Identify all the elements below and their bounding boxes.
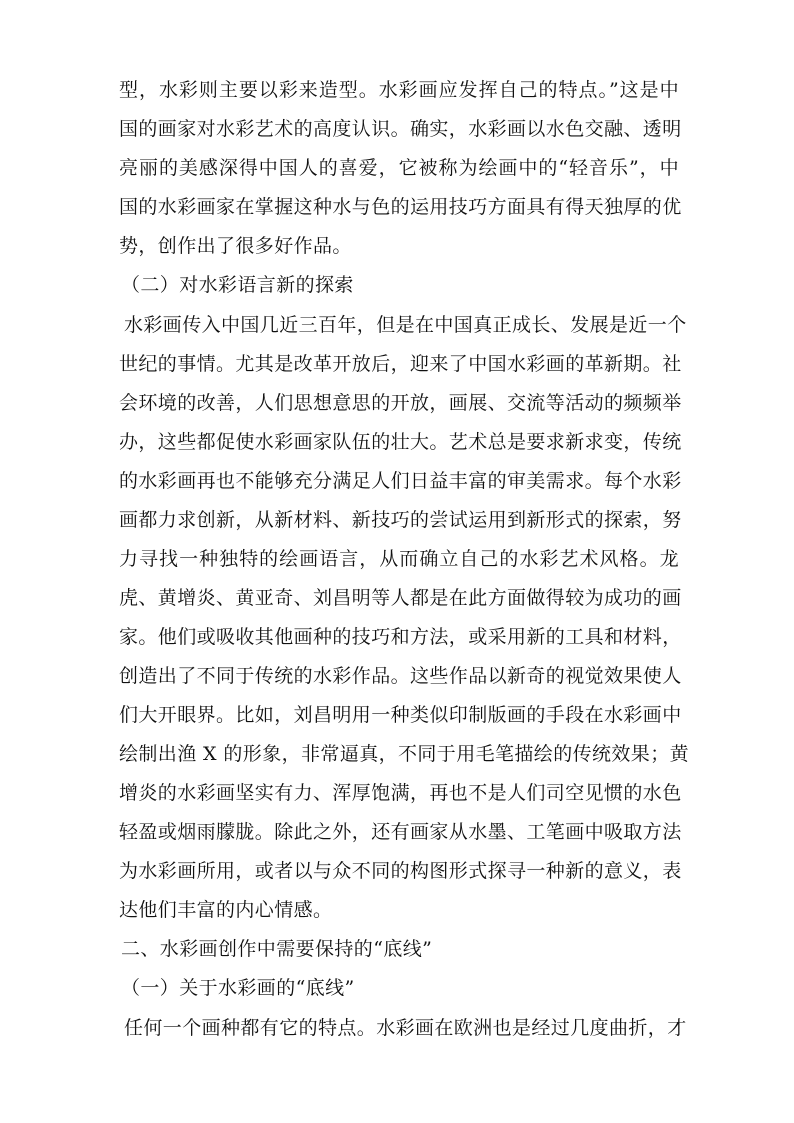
section-heading: （二）对水彩语言新的探索: [121, 274, 354, 296]
text-line: 轻盈或烟雨朦胧。除此之外，还有画家从水墨、工笔画中吸取方法: [119, 821, 682, 843]
text-line: 力寻找一种独特的绘画语言，从而确立自己的水彩艺术风格。龙: [119, 548, 679, 570]
paragraph-first-line: 任何一个画种都有它的特点。水彩画在欧洲也是经过几度曲折，才: [124, 1017, 687, 1039]
text-line: 创造出了不同于传统的水彩作品。这些作品以新奇的视觉效果使人: [119, 665, 682, 687]
text-line: 增炎的水彩画坚实有力、浑厚饱满，再也不是人们司空见惯的水色: [119, 782, 682, 804]
text-line: 家。他们或吸收其他画种的技巧和方法，或采用新的工具和材料，: [119, 626, 682, 648]
text-line: 型，水彩则主要以彩来造型。水彩画应发挥自己的特点。”这是中: [119, 79, 679, 101]
text-line: 的水彩画再也不能够充分满足人们日益丰富的审美需求。每个水彩: [119, 470, 682, 492]
text-line: 虎、黄增炎、黄亚奇、刘昌明等人都是在此方面做得较为成功的画: [119, 587, 682, 609]
text-line: 国的水彩画家在掌握这种水与色的运用技巧方面具有得天独厚的优: [119, 196, 682, 218]
paragraph-first-line: 水彩画传入中国几近三百年，但是在中国真正成长、发展是近一个: [124, 314, 687, 336]
text-line: 为水彩画所用，或者以与众不同的构图形式探寻一种新的意义，表: [119, 860, 682, 882]
text-line: 达他们丰富的内心情感。: [119, 899, 333, 921]
text-line: 们大开眼界。比如，刘昌明用一种类似印制版画的手段在水彩画中: [119, 704, 682, 726]
text-line: 势，创作出了很多好作品。: [119, 235, 352, 257]
text-line: 会环境的改善，人们思想意思的开放，画展、交流等活动的频频举: [119, 392, 682, 414]
text-line: 亮丽的美感深得中国人的喜爱，它被称为绘画中的“轻音乐”，中: [119, 157, 679, 179]
text-line: 画都力求创新，从新材料、新技巧的尝试运用到新形式的探索，努: [119, 509, 682, 531]
text-line: 办，这些都促使水彩画家队伍的壮大。艺术总是要求新求变，传统: [119, 431, 682, 453]
section-heading: 二、水彩画创作中需要保持的“底线”: [121, 938, 433, 960]
subsection-heading: （一）关于水彩画的“底线”: [121, 977, 355, 999]
text-line: 国的画家对水彩艺术的高度认识。确实，水彩画以水色交融、透明: [119, 118, 682, 140]
text-line: 世纪的事情。尤其是改革开放后，迎来了中国水彩画的革新期。社: [119, 353, 682, 375]
text-line: 绘制出渔 X 的形象，非常逼真，不同于用毛笔描绘的传统效果；黄: [119, 743, 690, 765]
